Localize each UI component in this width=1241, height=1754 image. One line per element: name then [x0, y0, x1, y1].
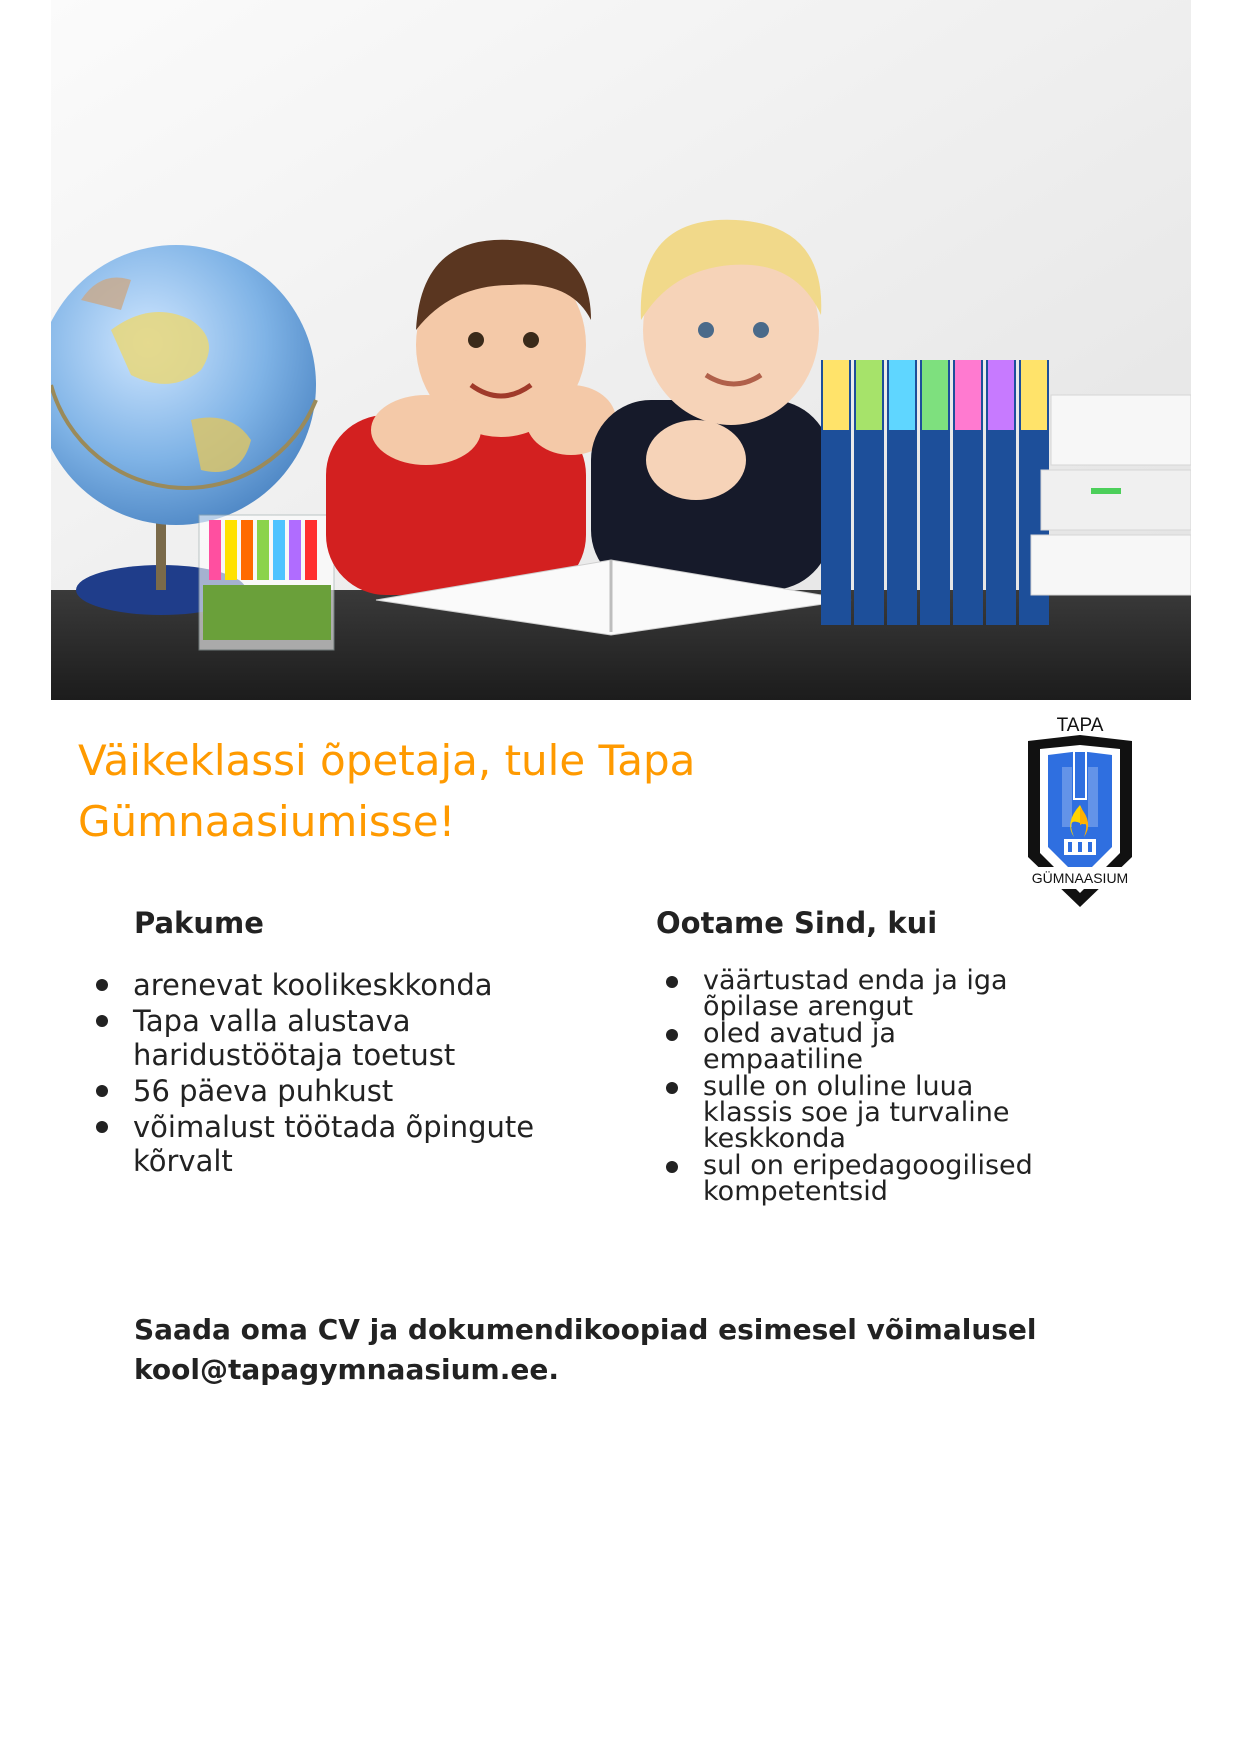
- contact-line-1: Saada oma CV ja dokumendikoopiad esimesel võimalusel: [134, 1313, 1037, 1346]
- list-item: väärtustad enda ja iga õpilase arengut: [658, 968, 1048, 1020]
- list-item: oled avatud ja empaatiline: [658, 1021, 1048, 1073]
- contact-text: [134, 1310, 1134, 1390]
- page-title: [78, 730, 938, 852]
- title-line-2: Gümnaasiumisse!: [78, 797, 456, 846]
- expect-list: [658, 965, 1048, 1207]
- offer-heading: Pakume: [134, 906, 264, 940]
- list-item: 56 päeva puhkust: [88, 1074, 608, 1108]
- title-line-1: Väikeklassi õpetaja, tule Tapa: [78, 736, 696, 785]
- list-item: võimalust töötada õpingute kõrvalt: [88, 1110, 608, 1178]
- tapa-gymnasium-logo: [1022, 707, 1138, 911]
- list-item: sulle on oluline luua klassis soe ja turvaline keskkonda: [658, 1074, 1048, 1152]
- list-item: sul on eripedagoogilised kompetentsid: [658, 1153, 1048, 1205]
- shield-logo-icon: [1022, 707, 1138, 911]
- logo-top-text: TAPA: [1056, 715, 1104, 736]
- offer-list: [88, 968, 608, 1180]
- children-with-globe-and-books-image: [51, 0, 1191, 700]
- contact-email[interactable]: kool@tapagymnaasium.ee.: [134, 1353, 559, 1386]
- logo-bottom-text: GÜMNAASIUM: [1031, 870, 1129, 886]
- expect-heading: Ootame Sind, kui: [656, 906, 938, 940]
- list-item: arenevat koolikeskkonda: [88, 968, 608, 1002]
- list-item: Tapa valla alustava haridustöötaja toetust: [88, 1004, 608, 1072]
- hero-photo: [51, 0, 1191, 700]
